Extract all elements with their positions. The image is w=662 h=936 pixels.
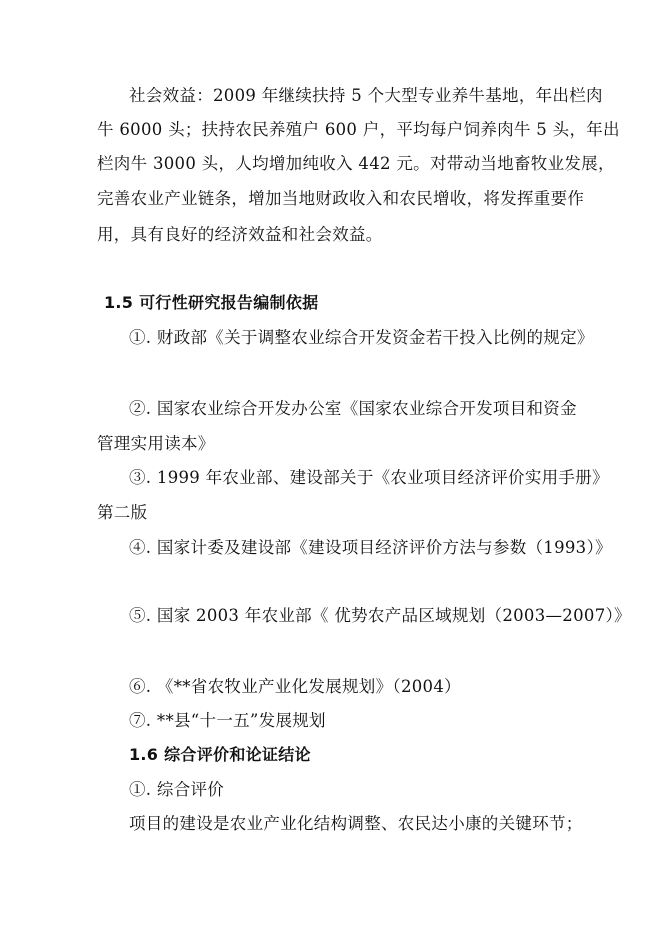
reference-item: ③. 1999 年农业部、建设部关于《农业项目经济评价实用手册》	[129, 468, 609, 487]
paragraph-line: 栏肉牛 3000 头，人均增加纯收入 442 元。对带动当地畜牧业发展，	[97, 154, 615, 173]
reference-item: ②. 国家农业综合开发办公室《国家农业综合开发项目和资金	[129, 399, 577, 418]
reference-item: ⑤. 国家 2003 年农业部《 优势农产品区域规划（2003—2007）》	[129, 606, 631, 625]
section-heading: 1.6 综合评价和论证结论	[129, 745, 311, 764]
section-heading: 1.5 可行性研究报告编制依据	[104, 293, 319, 312]
reference-item: ④. 国家计委及建设部《建设项目经济评价方法与参数（1993）》	[129, 538, 612, 557]
reference-item: ⑥. 《**省农牧业产业化发展规划》（2004）	[129, 677, 461, 696]
paragraph-line: 用，具有良好的经济效益和社会效益。	[97, 225, 383, 244]
paragraph-line: 社会效益：2009 年继续扶持 5 个大型专业养牛基地，年出栏肉	[129, 86, 603, 105]
reference-item: ①. 财政部《关于调整农业综合开发资金若干投入比例的规定》	[129, 328, 594, 347]
evaluation-item: ①. 综合评价	[129, 780, 225, 799]
reference-item-continuation: 第二版	[97, 503, 148, 522]
reference-item: ⑦. **县“十一五”发展规划	[129, 711, 326, 730]
reference-item-continuation: 管理实用读本》	[97, 434, 215, 453]
paragraph-line: 牛 6000 头；扶持农民养殖户 600 户，平均每户饲养肉牛 5 头，年出	[97, 120, 620, 139]
paragraph-line: 完善农业产业链条，增加当地财政收入和农民增收，将发挥重要作	[97, 189, 585, 208]
evaluation-text: 项目的建设是农业产业化结构调整、农民达小康的关键环节；	[129, 814, 583, 833]
